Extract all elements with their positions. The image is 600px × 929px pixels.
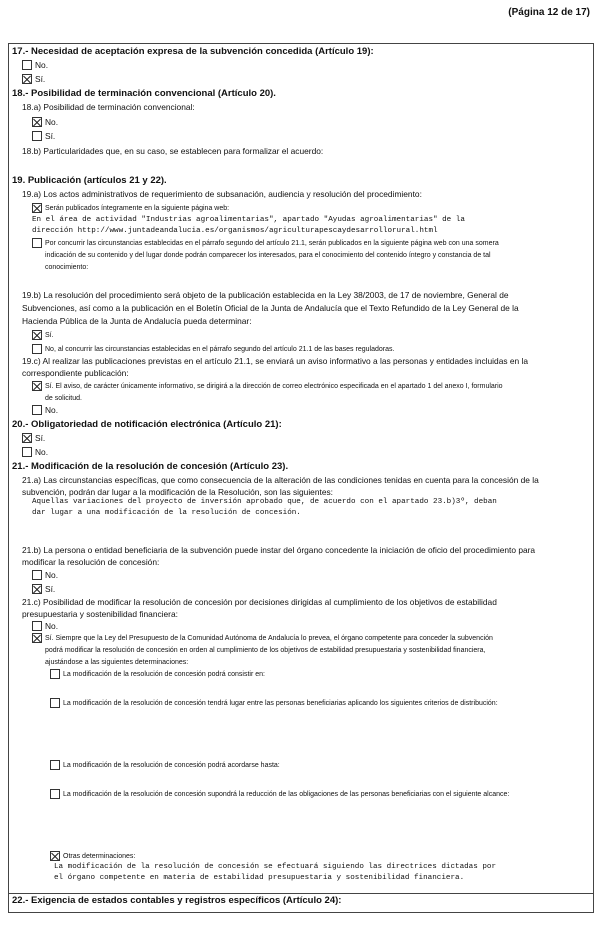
s19c-no-checkbox[interactable] [32, 405, 42, 415]
s19b-line-2: Subvenciones, así como a la publicación en el Boletín Oficial de la Junta de Andalucía que el Texto Refundido de la Ley General de la [22, 303, 519, 313]
s18a-no-checkbox[interactable] [32, 117, 42, 127]
s20-no-label: No. [35, 447, 49, 457]
s21c-otras-text-2: el órgano competente en materia de estabilidad presupuestaria y sostenibilidad financiera. [54, 874, 465, 882]
s21c-si-line-1: Sí. Siempre que la Ley del Presupuesto de la Comunidad Autónoma de Andalucía lo prevea, el órgano competente para conceder la subvención [45, 635, 493, 642]
s21c-alcance-checkbox[interactable] [50, 789, 60, 799]
s21b-line-1: 21.b) La persona o entidad beneficiaria de la subvención puede instar del órgano concedente la iniciación de oficio del procedimiento para [22, 545, 536, 555]
s17-si-checkbox[interactable] [22, 74, 32, 84]
s17-si-label: Sí. [35, 74, 46, 84]
s19c-line-2: correspondiente publicación: [22, 368, 129, 378]
s21a-text-1: Aquellas variaciones del proyecto de inversión aprobado que, de acuerdo con el apartado 23.b)3º, deban [32, 498, 497, 506]
s21c-otras-label: Otras determinaciones: [63, 853, 136, 860]
s19a-web-text-2: dirección http://www.juntadeandalucia.es/organismos/agriculturapescaydesarrollorural.html [32, 227, 438, 235]
divider [9, 893, 593, 894]
s21a-line-2: subvención, podrán dar lugar a la modificación de la Resolución, son las siguientes: [22, 487, 333, 497]
page-number: (Página 12 de 17) [508, 7, 590, 18]
s21b-no-checkbox[interactable] [32, 570, 42, 580]
s21c-no-checkbox[interactable] [32, 621, 42, 631]
s19c-si-line-1: Sí. El aviso, de carácter únicamente informativo, se dirigirá a la dirección de correo electrónico especificada en el apartado 1 del anexo I, formulario [45, 383, 503, 390]
s19a-web-label: Serán publicados íntegramente en la siguiente página web: [45, 205, 230, 212]
s21c-si-line-3: ajustándose a las siguientes determinaciones: [45, 659, 189, 666]
s19a-concurrir-checkbox[interactable] [32, 238, 42, 248]
s17-no-checkbox[interactable] [22, 60, 32, 70]
s18b-label: 18.b) Particularidades que, en su caso, se establecen para formalizar el acuerdo: [22, 146, 324, 156]
s18a-si-checkbox[interactable] [32, 131, 42, 141]
s19b-si-label: Sí. [45, 332, 54, 339]
section-19-title: 19. Publicación (artículos 21 y 22). [12, 175, 167, 186]
s21c-otras-checkbox[interactable] [50, 851, 60, 861]
s21c-hasta-checkbox[interactable] [50, 760, 60, 770]
s21c-alcance-label: La modificación de la resolución de concesión supondrá la reducción de las obligaciones de las personas beneficiarias con el siguiente alcance: [63, 791, 510, 798]
s18a-label: 18.a) Posibilidad de terminación convencional: [22, 102, 195, 112]
s21c-si-checkbox[interactable] [32, 633, 42, 643]
s21c-hasta-label: La modificación de la resolución de concesión podrá acordarse hasta: [63, 762, 280, 769]
s17-no-label: No. [35, 60, 49, 70]
s20-no-checkbox[interactable] [22, 447, 32, 457]
section-21-title: 21.- Modificación de la resolución de concesión (Artículo 23). [12, 461, 289, 472]
s21c-otras-text-1: La modificación de la resolución de concesión se efectuará siguiendo las directrices dictadas por [54, 863, 497, 871]
s19a-web-checkbox[interactable] [32, 203, 42, 213]
s20-si-checkbox[interactable] [22, 433, 32, 443]
s19c-si-line-2: de solicitud. [45, 395, 82, 402]
s19b-si-checkbox[interactable] [32, 330, 42, 340]
s21b-no-label: No. [45, 570, 59, 580]
section-18-title: 18.- Posibilidad de terminación convencional (Artículo 20). [12, 88, 276, 99]
s19a-concurrir-1: Por concurrir las circunstancias establecidas en el párrafo segundo del artículo 21.1, serán publicados en la siguiente página web con una somera [45, 240, 499, 247]
s21b-line-2: modificar la resolución de concesión: [22, 557, 160, 567]
s21c-line-2: presupuestaria y sostenibilidad financiera: [22, 609, 178, 619]
s19b-line-3: Hacienda Pública de la Junta de Andalucía pueda determinar: [22, 316, 252, 326]
section-20-title: 20.- Obligatoriedad de notificación electrónica (Artículo 21): [12, 419, 282, 430]
section-17-title: 17.- Necesidad de aceptación expresa de la subvención concedida (Artículo 19): [12, 46, 374, 57]
section-22-title: 22.- Exigencia de estados contables y registros específicos (Artículo 24): [12, 895, 342, 906]
s19c-no-label: No. [45, 405, 59, 415]
s18a-no-label: No. [45, 117, 59, 127]
s21b-si-label: Sí. [45, 584, 56, 594]
s19c-line-1: 19.c) Al realizar las publicaciones previstas en el artículo 21.1, se enviará un aviso informativo a las personas y entidades incluidas en la [22, 356, 529, 366]
s21c-si-line-2: podrá modificar la resolución de concesión en orden al cumplimiento de los objetivos de estabilidad presupuestaria y sostenibilidad financiera, [45, 647, 486, 654]
s21a-text-2: dar lugar a una modificación de la resolución de concesión. [32, 509, 301, 517]
s20-si-label: Sí. [35, 433, 46, 443]
s19b-no-checkbox[interactable] [32, 344, 42, 354]
s21b-si-checkbox[interactable] [32, 584, 42, 594]
s19a-label: 19.a) Los actos administrativos de requerimiento de subsanación, audiencia y resolución del procedimiento: [22, 189, 422, 199]
s21c-no-label: No. [45, 621, 59, 631]
s21c-consistir-label: La modificación de la resolución de concesión podrá consistir en: [63, 671, 265, 678]
s19c-si-checkbox[interactable] [32, 381, 42, 391]
s21c-consistir-checkbox[interactable] [50, 669, 60, 679]
s21c-line-1: 21.c) Posibilidad de modificar la resolución de concesión por decisiones dirigidas al cumplimiento de los objetivos de estabilidad [22, 597, 497, 607]
s21c-distribucion-label: La modificación de la resolución de concesión tendrá lugar entre las personas beneficiarias aplicando los siguientes criterios de distribución: [63, 700, 498, 707]
s19b-no-label: No, al concurrir las circunstancias establecidas en el párrafo segundo del artículo 21.1 de las bases reguladoras. [45, 346, 395, 353]
s19b-line-1: 19.b) La resolución del procedimiento será objeto de la publicación establecida en la Ley 38/2003, de 17 de noviembre, General de [22, 290, 509, 300]
s19a-concurrir-3: conocimiento: [45, 264, 89, 271]
s19a-web-text-1: En el área de actividad "Industrias agroalimentarias", apartado "Ayudas agroalimentarias" de la [32, 216, 465, 224]
s19a-concurrir-2: indicación de su contenido y del lugar donde podrán comparecer los interesados, para el conocimiento del contenido íntegro y constancia de tal [45, 252, 491, 259]
s21c-distribucion-checkbox[interactable] [50, 698, 60, 708]
s21a-line-1: 21.a) Las circunstancias específicas, que como consecuencia de la alteración de las condiciones tenidas en cuenta para la concesión de la [22, 475, 539, 485]
s18a-si-label: Sí. [45, 131, 56, 141]
